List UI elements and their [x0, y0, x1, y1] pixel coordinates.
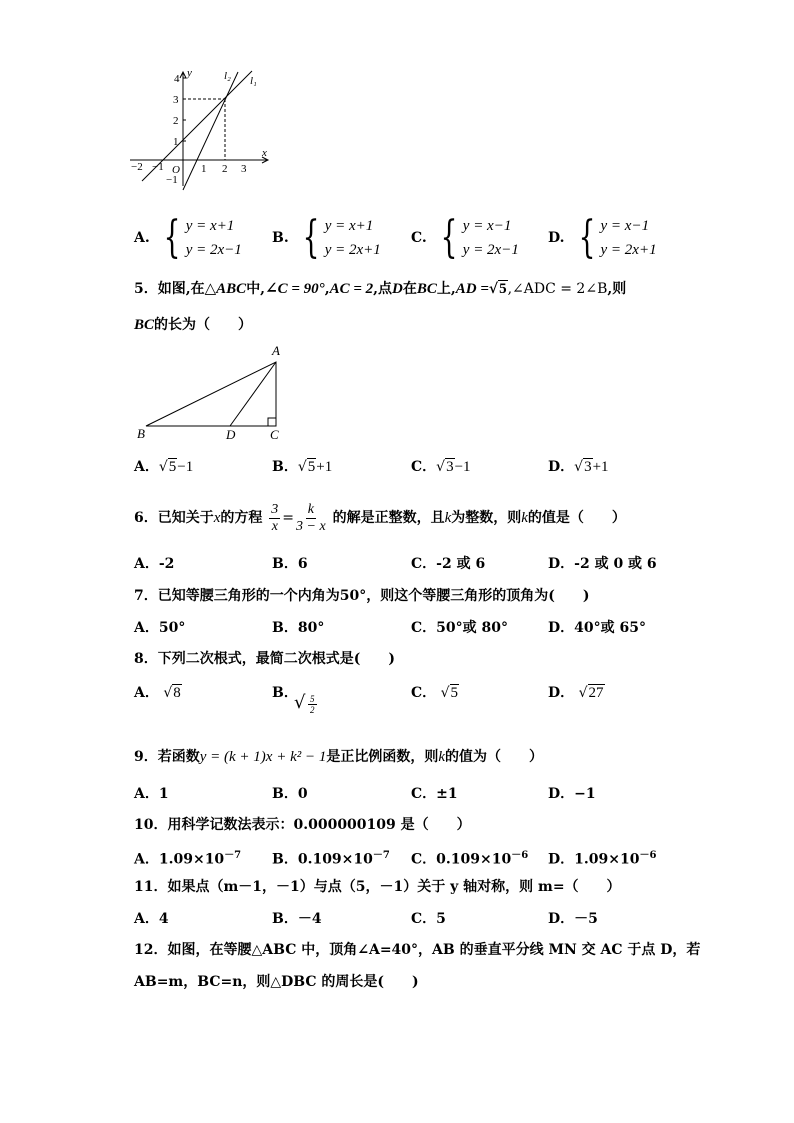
q6-option-b: B．6 — [272, 556, 308, 572]
q10-stem: 10．用科学记数法表示：0.000000109 是（ ） — [134, 817, 471, 833]
q10-option-d: D．$1.09\times 10^{-6}$ — [548, 850, 657, 868]
y-tick-label: 2 — [173, 115, 179, 127]
q9-option-b: B．0 — [272, 786, 308, 802]
x-axis-label: x — [262, 147, 267, 159]
q7-stem: 7．已知等腰三角形的一个内角为50°，则这个等腰三角形的顶角为( ) — [134, 588, 590, 604]
option-letter: B. — [272, 230, 289, 246]
option-letter: C. — [411, 230, 427, 246]
q9-option-c: C．±1 — [411, 786, 458, 802]
q9-option-d: D．−1 — [548, 786, 596, 802]
q5-stem-line1: 5．如图,在△ABC中,∠C = 90°,AC = 2,点D在BC上,AD =√5,∠ADC = 2∠B,则 — [134, 281, 627, 297]
equation: y = x+1 — [324, 218, 374, 234]
x-tick-label: 2 — [222, 163, 228, 175]
q7-option-d: D．40°或 65° — [548, 620, 646, 636]
vertex-label: B — [137, 426, 145, 441]
q10-option-b: B．$0.109\times 10^{-7}$ — [272, 850, 390, 868]
q7-option-b: B．80° — [272, 620, 325, 636]
q12-stem-line1: 12．如图，在等腰△ABC 中，顶角∠A=40°，AB 的垂直平分线 MN 交 AC 于点 D，若 — [134, 942, 701, 958]
y-tick-label: −1 — [166, 174, 178, 186]
equation: y = 2x+1 — [324, 242, 381, 258]
y-tick-label: 1 — [173, 136, 179, 148]
q5-option-d: D．√3+1 — [548, 459, 609, 475]
brace-icon: { — [578, 212, 595, 263]
q6-option-c: C．-2 或 6 — [411, 556, 486, 572]
q6-option-d: D．-2 或 0 或 6 — [548, 556, 657, 572]
q7-option-c: C．50°或 80° — [411, 620, 508, 636]
vertex-label: D — [226, 427, 236, 442]
q10-option-a: A．$1.09\times 10^{-7}$ — [134, 850, 242, 868]
x-tick-label: 1 — [201, 163, 207, 175]
y-axis-label: y — [187, 67, 192, 79]
q8-option-c: C． √5 — [411, 685, 459, 701]
q6-option-a: A．-2 — [134, 556, 175, 572]
line-l1-label: l₁ — [250, 75, 257, 87]
x-tick-label: −1 — [152, 161, 164, 173]
equation: y = 2x+1 — [600, 242, 657, 258]
q11-option-a: A．4 — [134, 911, 169, 927]
brace-icon: { — [163, 212, 181, 263]
x-tick-label: −2 — [131, 161, 143, 173]
triangle-figure — [132, 342, 292, 442]
q9-option-a: A．1 — [134, 786, 169, 802]
q11-option-b: B．－4 — [272, 911, 322, 927]
q5-option-a: A．√5−1 — [134, 459, 194, 475]
q5-option-b: B．√5+1 — [272, 459, 333, 475]
q8-option-d: D． √27 — [548, 685, 604, 701]
q4-option-b — [272, 214, 381, 262]
vertex-label: A — [272, 343, 280, 358]
q10-option-c: C．$0.109\times 10^{-6}$ — [411, 850, 529, 868]
equation: y = 2x−1 — [185, 242, 242, 258]
q11-stem: 11．如果点（m－1，－1）与点（5，－1）关于 y 轴对称，则 m=（ ） — [134, 879, 621, 895]
equation: y = x−1 — [600, 218, 650, 234]
equation: y = 2x−1 — [462, 242, 519, 258]
equation: y = x−1 — [462, 218, 512, 234]
q5-option-c: C．√3−1 — [411, 459, 471, 475]
option-letter: D. — [548, 230, 565, 246]
vertex-label: C — [270, 427, 279, 442]
q5-stem-line2: BC的长为（ ） — [134, 317, 253, 333]
q8-stem: 8．下列二次根式，最简二次根式是( ) — [134, 651, 395, 667]
equation: y = x+1 — [185, 218, 235, 234]
q4-option-a — [134, 214, 242, 262]
brace-icon: { — [440, 212, 458, 263]
x-tick-label: 3 — [241, 163, 247, 175]
y-tick-label: 3 — [173, 94, 179, 106]
brace-icon: { — [302, 212, 320, 263]
q7-option-a: A．50° — [134, 620, 186, 636]
q4-option-c — [411, 214, 519, 262]
y-tick-label: 4 — [174, 73, 180, 85]
q11-option-d: D．－5 — [548, 911, 598, 927]
coordinate-figure — [128, 66, 278, 191]
option-letter: A. — [134, 230, 150, 246]
q9-stem: 9．若函数y = (k + 1)x + k² − 1是正比例函数，则k的值为（ ） — [134, 749, 544, 765]
q8-option-a: A． √8 — [134, 685, 181, 701]
line-l2-label: l₂ — [224, 70, 231, 82]
q6-stem: 6．已知关于x的方程 $\frac{3}{x}$ = $\frac{k}{3 - x}$ 的解是正整数，且k为整数，则k的值是（ ） — [134, 501, 626, 534]
q4-option-d — [548, 214, 657, 262]
q12-stem-line2: AB=m，BC=n，则△DBC 的周长是( ) — [134, 974, 419, 990]
origin-label: O — [172, 164, 180, 176]
q8-option-b: B． √ $\frac{5}{2}$ — [272, 685, 315, 715]
q11-option-c: C．5 — [411, 911, 446, 927]
